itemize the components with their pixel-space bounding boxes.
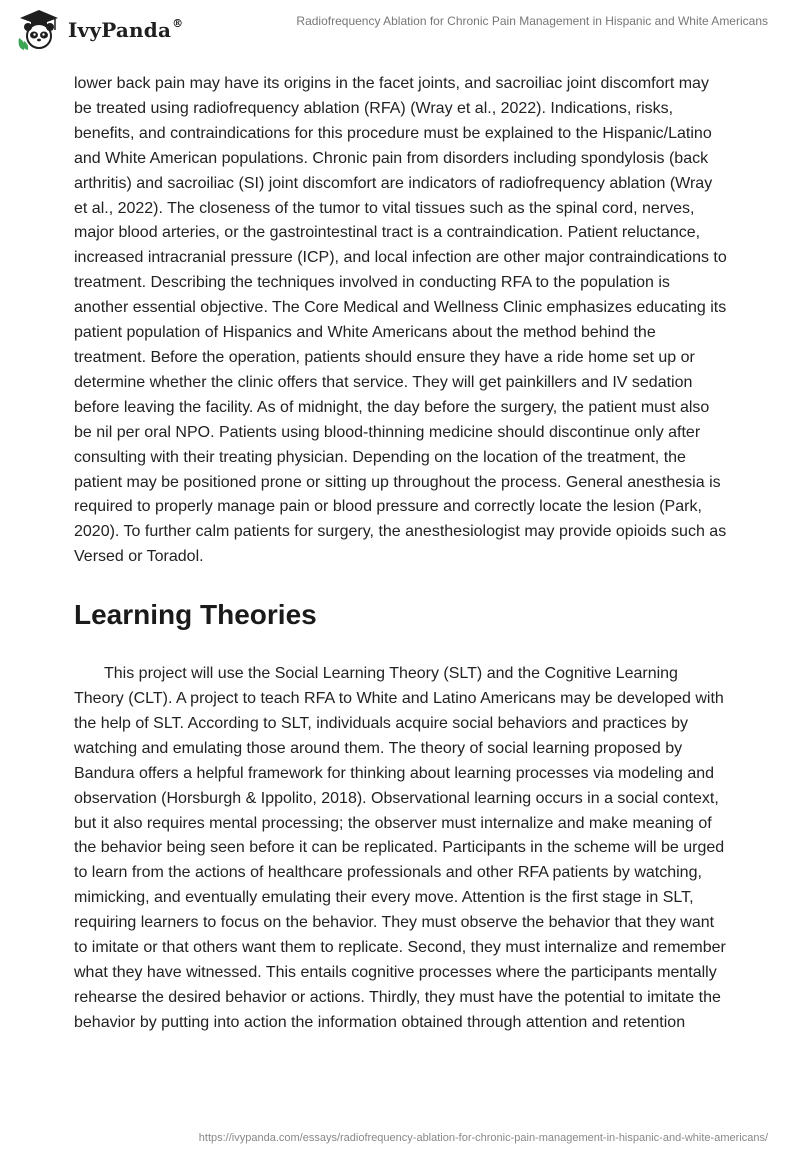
footer-source-url[interactable]: https://ivypanda.com/essays/radiofrequency-ablation-for-chronic-pain-management-in-hispanic-and-white-americans/ [198, 1132, 768, 1144]
brand-logo[interactable] [16, 8, 183, 52]
body-paragraph: lower back pain may have its origins in the facet joints, and sacroiliac joint discomfort may be treated using radiofrequency ablation (RFA) (Wray et al., 2022). Indications, risks, benefits, and contraindications for this procedure must be explained to the Hispanic/Latino and White American populations. Chronic pain from disorders including spondylosis (back arthritis) and sacroiliac (SI) joint discomfort are indicators of radiofrequency ablation (Wray et al., 2022). The closeness of the tumor to vital tissues such as the spinal cord, nerves, major blood arteries, or the gastrointestinal tract is a contraindication. Patient reluctance, increased intracranial pressure (ICP), and local infection are other major contraindications to treatment. Describing the techniques involved in conducting RFA to the population is another essential objective. The Core Medical and Wellness Clinic emphasizes educating its patient population of Hispanics and White Americans about the method behind the treatment. Before the operation, patients should ensure they have a ride home set up or determine whether the clinic offers that service. They will get painkillers and IV sedation before leaving the facility. As of midnight, the day before the surgery, the patient must also be nil per oral NPO. Patients using blood-thinning medicine should discontinue only after consulting with their treating physician. Depending on the location of the treatment, the patient may be positioned prone or sitting up throughout the process. General anesthesia is required to properly manage pain or blood pressure and correctly locate the lesion (Park, 2020). To further calm patients for surgery, the anesthesiologist may provide opioids such as Versed or Toradol. [74, 75, 727, 566]
brand-name: IvyPanda® [68, 17, 184, 42]
body-paragraph: This project will use the Social Learning Theory (SLT) and the Cognitive Learning Theory (CLT). A project to teach RFA to White and Latino Americans may be developed with the help of SLT. According to SLT, individuals acquire social behaviors and practices by watching and emulating those around them. The theory of social learning proposed by Bandura offers a helpful framework for thinking about learning processes via modeling and observation (Horsburgh & Ippolito, 2018). Observational learning occurs in a social context, but it also requires mental processing; the observer must internalize and make meaning of the behavior being seen before it can be replicated. Participants in the scheme will be urged to learn from the actions of healthcare professionals and other RFA patients by watching, mimicking, and eventually emulating their every move. Attention is the first stage in SLT, requiring learners to focus on the behavior. They must observe the behavior that they want to imitate or that others want them to replicate. Second, they must internalize and remember what they have witnessed. This entails cognitive processes where the participants mentally rehearse the desired behavior or actions. Thirdly, they must have the potential to imitate the behavior by putting into action the information obtained through attention and retention [74, 665, 726, 1031]
document-title: Radiofrequency Ablation for Chronic Pain Management in Hispanic and White Americans [296, 14, 768, 28]
panda-graduate-icon [16, 8, 62, 52]
section-heading: Learning Theories [74, 599, 317, 631]
essay-content [74, 72, 728, 1036]
